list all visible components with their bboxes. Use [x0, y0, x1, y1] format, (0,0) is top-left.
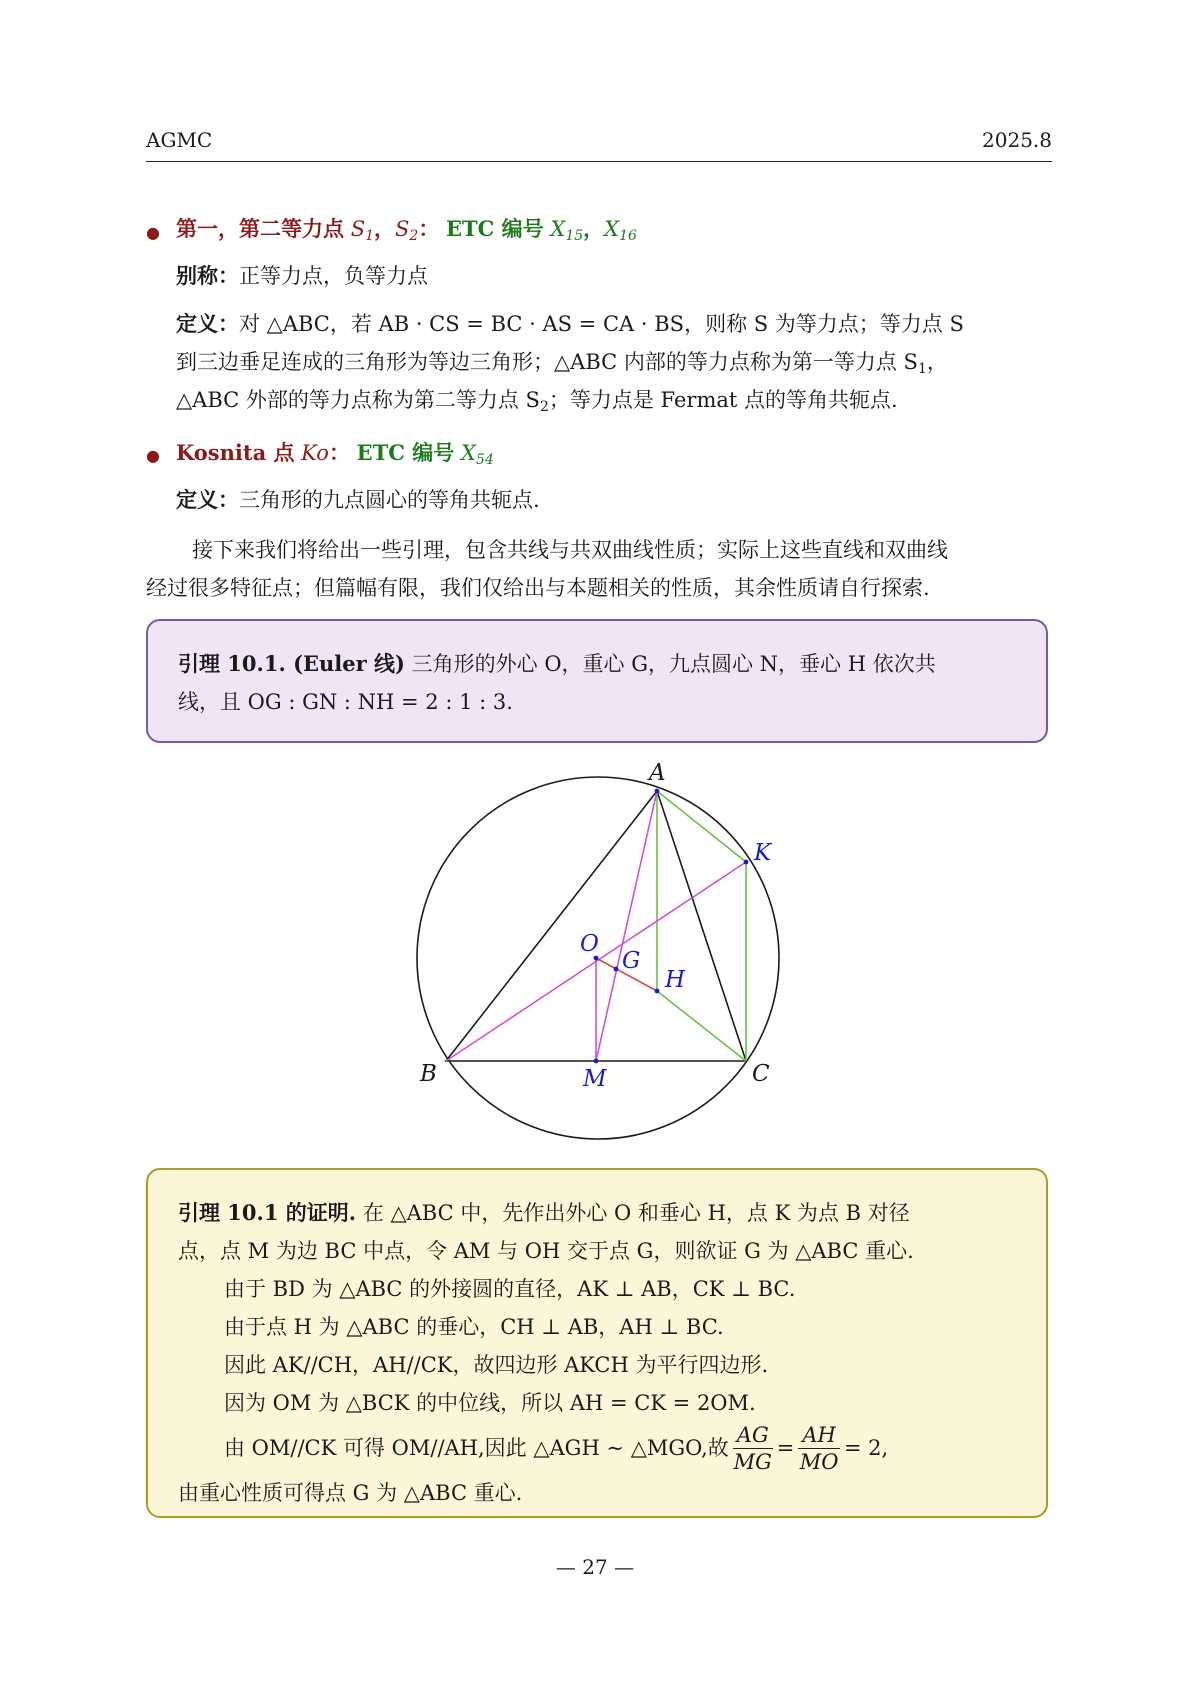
bullet-icon: ● [146, 446, 160, 465]
definition-kosnita: 定义：三角形的九点圆心的等角共轭点. [176, 487, 540, 512]
proof-box: 引理 10.1 的证明. 在 △ABC 中，先作出外心 O 和垂心 H，点 K 为点 B 对径 点，点 M 为边 BC 中点，令 AM 与 OH 交于点 G，则欲证 G 为 △ABC 重心. 由于 BD 为 △ABC 的外接圆的直径，AK ⊥ AB，CK ⊥ BC. 由于点 H 为 △ABC 的垂心，CH ⊥ AB，AH ⊥ BC. 因此 AK//CH，AH//CK，故四边形 AKCH 为平行四边形. 因为 OM 为 △BCK 的中位线，所以 AH = CK = 2OM. 由 OM//CK 可得 OM//AH,因此 △AGH ∼ △MGO,故 $\frac{AG}{MG}$ = $\frac{AH}{MO}$ = 2, 由重心性质可得点 G 为 △ABC 重心. [146, 1168, 1048, 1518]
point-m [594, 1059, 599, 1064]
header-rule [146, 161, 1052, 162]
bullet-icon: ● [146, 223, 160, 242]
segment-am [596, 791, 657, 1061]
label-k: K [754, 840, 772, 866]
alias-line: 别称：正等力点，负等力点 [176, 263, 428, 288]
label-g: G [622, 948, 641, 974]
segment-ak [657, 791, 746, 862]
segment-hc [657, 991, 746, 1061]
intro-paragraph: 接下来我们将给出一些引理，包含共线与共双曲线性质；实际上这些直线和双曲线 经过很多特征点；但篇幅有限，我们仅给出与本题相关的性质，其余性质请自行探索. [146, 538, 948, 600]
label-m: M [583, 1066, 607, 1092]
point-k [744, 860, 749, 865]
fraction-ah-mo: $\frac{AH}{MO}$ [799, 1422, 839, 1474]
section-heading-kosnita: Kosnita 点 Ko： ETC 编号 $X_{54}$ [176, 440, 494, 468]
page-number: — 27 — [555, 1555, 635, 1579]
label-o: O [580, 931, 599, 957]
label-h: H [665, 967, 686, 993]
definition-isodynamic: 定义：对 △ABC，若 AB · CS = BC · AS = CA · BS，则称 S 为等力点；等力点 S 到三边垂足连成的三角形为等边三角形；△ABC 内部的等力点称为第一等力点 $S_1$， △ABC 外部的等力点称为第二等力点 $S_2$；等力点是 Fermat 点的等角共轭点. [176, 311, 964, 415]
point-g [614, 967, 619, 972]
fraction-ag-mg: $\frac{AG}{MG}$ [733, 1422, 772, 1474]
section-heading-isodynamic: 第一，第二等力点 $S_1$，$S_2$： ETC 编号 $X_{15}$，$X_{16}$ [176, 216, 637, 244]
proof-label: 引理 10.1 的证明. [178, 1200, 357, 1225]
label-a: A [649, 760, 666, 786]
lemma-box: 引理 10.1. (Euler 线) 三角形的外心 O，重心 G，九点圆心 N，垂心 H 依次共 线，且 OG : GN : NH = 2 : 1 : 3. [146, 619, 1048, 743]
running-header-right: 2025.8 [982, 128, 1052, 152]
label-b: B [420, 1061, 437, 1087]
running-header-left: AGMC [146, 128, 213, 152]
point-h [655, 989, 660, 994]
point-a [655, 789, 660, 794]
euler-line-figure [380, 752, 800, 1156]
label-c: C [752, 1061, 770, 1087]
lemma-label: 引理 10.1. (Euler 线) [178, 651, 405, 676]
